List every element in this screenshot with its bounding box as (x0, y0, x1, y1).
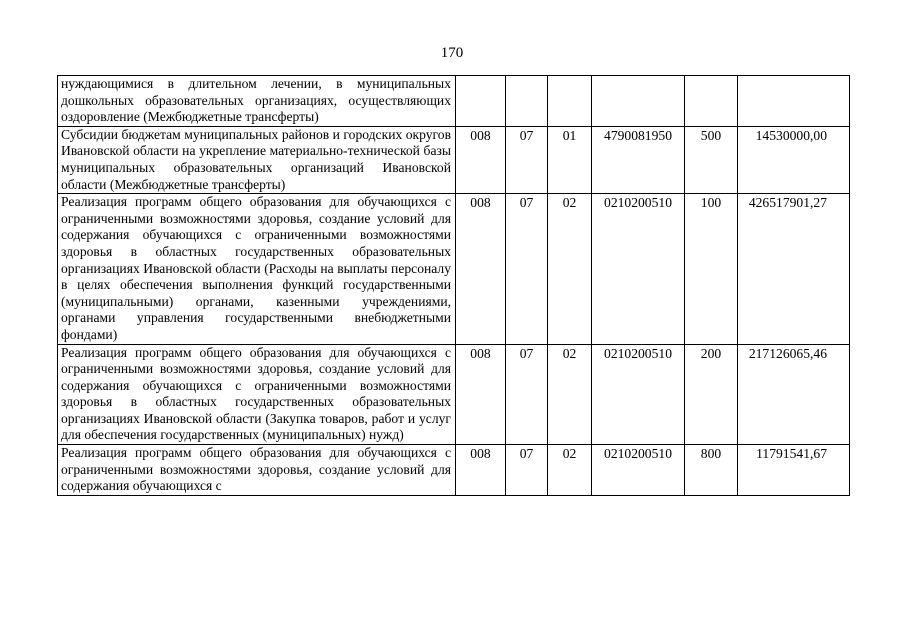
row-description: Реализация программ общего образования для обучающихся с ограниченными возможностями здоровья, создание условий для содержания обучающихся с (58, 445, 456, 496)
ministry-code: 008 (456, 344, 506, 445)
section-code (506, 76, 548, 127)
expense-type-code: 800 (685, 445, 738, 496)
amount: 11791541,67 (738, 445, 850, 496)
section-code: 07 (506, 194, 548, 344)
amount: 426517901,27 (738, 194, 850, 344)
expense-type-code (685, 76, 738, 127)
ministry-code: 008 (456, 445, 506, 496)
amount (738, 76, 850, 127)
amount: 217126065,46 (738, 344, 850, 445)
table-row (58, 344, 850, 445)
section-code: 07 (506, 445, 548, 496)
section-code: 07 (506, 344, 548, 445)
amount: 14530000,00 (738, 126, 850, 193)
row-description: Субсидии бюджетам муниципальных районов и городских округов Ивановской области на укрепление материально-технической базы муниципальных образовательных организаций Ивановской области (Межбюджетные трансферты) (58, 126, 456, 193)
target-article-code: 4790081950 (592, 126, 685, 193)
ministry-code: 008 (456, 126, 506, 193)
ministry-code: 008 (456, 194, 506, 344)
row-description: Реализация программ общего образования для обучающихся с ограниченными возможностями здоровья, создание условий для содержания обучающихся с ограниченными возможностями здоровья в областных государственных образовательных организациях Ивановской области (Расходы на выплаты персоналу в целях обеспечения выполнения функций государственными (муниципальными) органами, казенными учреждениями, органами управления государственными внебюджетными фондами) (58, 194, 456, 344)
subsection-code (548, 76, 592, 127)
budget-table (57, 75, 850, 496)
target-article-code: 0210200510 (592, 194, 685, 344)
ministry-code (456, 76, 506, 127)
row-description: нуждающимися в длительном лечении, в муниципальных дошкольных образовательных организациях, осуществляющих оздоровление (Межбюджетные трансферты) (58, 76, 456, 127)
table-row (58, 126, 850, 193)
subsection-code: 02 (548, 194, 592, 344)
subsection-code: 02 (548, 445, 592, 496)
target-article-code (592, 76, 685, 127)
expense-type-code: 100 (685, 194, 738, 344)
target-article-code: 0210200510 (592, 344, 685, 445)
subsection-code: 01 (548, 126, 592, 193)
table-row (58, 445, 850, 496)
target-article-code: 0210200510 (592, 445, 685, 496)
row-description: Реализация программ общего образования для обучающихся с ограниченными возможностями здоровья, создание условий для содержания обучающихся с ограниченными возможностями здоровья в областных государственных образовательных организациях Ивановской области (Закупка товаров, работ и услуг для обеспечения государственных (муниципальных) нужд) (58, 344, 456, 445)
section-code: 07 (506, 126, 548, 193)
table-row (58, 76, 850, 127)
page-number: 170 (440, 45, 464, 61)
expense-type-code: 500 (685, 126, 738, 193)
expense-type-code: 200 (685, 344, 738, 445)
subsection-code: 02 (548, 344, 592, 445)
table-row (58, 194, 850, 344)
